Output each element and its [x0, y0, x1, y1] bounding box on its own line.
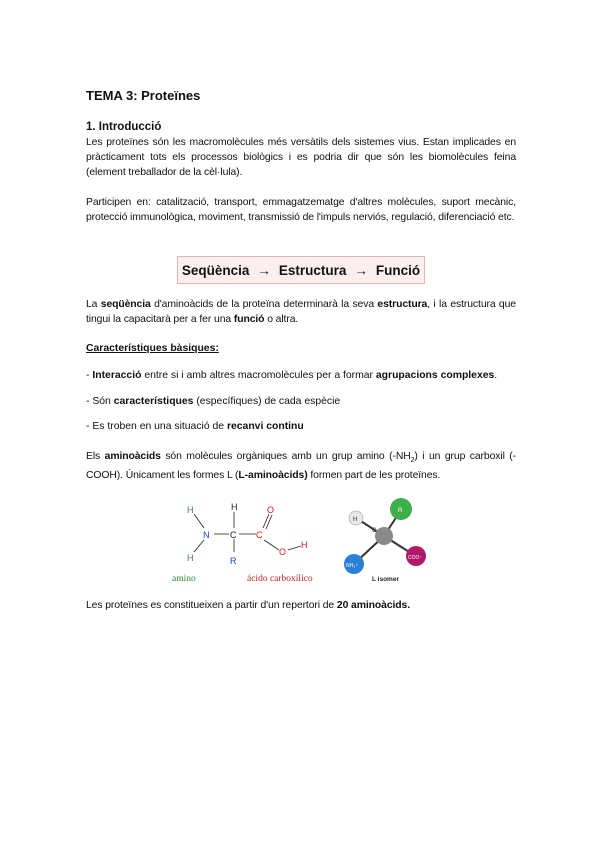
- svg-text:R: R: [398, 508, 403, 514]
- paragraph-repertoire: Les proteïnes es constitueixen a partir d'un repertori de 20 aminoàcids.: [86, 600, 411, 611]
- structure-label: Estructura: [278, 262, 347, 278]
- paragraph-functions: Participen en: catalització, transport, emmagatzematge d'altres molècules, suport mecànic, protecció immunològica, moviment, transmissió de l'impuls nerviós, regulació, diferenciació etc.: [86, 197, 516, 223]
- paragraph-amino-acids: Els aminoàcids són molècules orgàniques amb un grup amino $(-NH_2)$ i un grup carboxil (-COOH). Únicament les formes L (L-aminoàcids) formen part de les proteïnes.: [86, 451, 517, 482]
- amino-acid-diagram: [172, 492, 476, 587]
- label-amino: amino: [172, 574, 196, 584]
- characteristics-heading: Característiques bàsiques:: [86, 343, 219, 354]
- atom-h: H: [301, 540, 308, 550]
- svg-text:H: H: [353, 517, 358, 523]
- atom-o: O: [279, 547, 287, 557]
- paragraph-intro: Les proteïnes són les macromolècules més versàtils dels sistemes vius. Estan implicades en pràcticament tots els processos biològics i es podria dir que són les biomolècules feina (element treballador de la cèl·lula).: [86, 137, 516, 178]
- label-l-isomer: L isomer: [372, 576, 399, 583]
- list-item: - Interacció entre si i amb altres macromolècules per a formar agrupacions complexes.: [86, 370, 498, 381]
- atom-c: C: [230, 530, 237, 540]
- arrow-right-icon: →: [354, 262, 368, 278]
- arrow-right-icon: →: [257, 262, 271, 278]
- atom-h: H: [231, 502, 238, 512]
- page-title: TEMA 3: Proteïnes: [86, 88, 201, 103]
- atom-h: H: [187, 505, 194, 515]
- sequence-box: [177, 256, 425, 284]
- svg-text:NH₃⁺: NH₃⁺: [346, 563, 358, 569]
- section-heading-introduccio: 1. Introducció: [86, 121, 162, 133]
- label-carboxylic-acid: ácido carboxílico: [247, 574, 313, 584]
- svg-text:C: C: [372, 528, 377, 534]
- amino-acid-figure: [172, 492, 476, 587]
- atom-r: R: [230, 556, 237, 566]
- atom-o: O: [267, 505, 275, 515]
- function-label: Funció: [375, 262, 421, 278]
- sequence-label: Seqüència: [181, 262, 250, 278]
- ball-carbon: [375, 527, 393, 545]
- svg-text:COO⁻: COO⁻: [408, 555, 423, 561]
- atom-n: N: [203, 530, 210, 540]
- list-item: - Es troben en una situació de recanvi continu: [86, 421, 304, 432]
- paragraph-sequence: La seqüència d'aminoàcids de la proteïna determinarà la seva estructura, i la estructura que tingui la capacitarà per a fer una funció o altra.: [86, 299, 516, 325]
- atom-h: H: [187, 553, 194, 563]
- list-item: - Són característiques (específiques) de cada espècie: [86, 396, 341, 407]
- atom-c: C: [256, 530, 263, 540]
